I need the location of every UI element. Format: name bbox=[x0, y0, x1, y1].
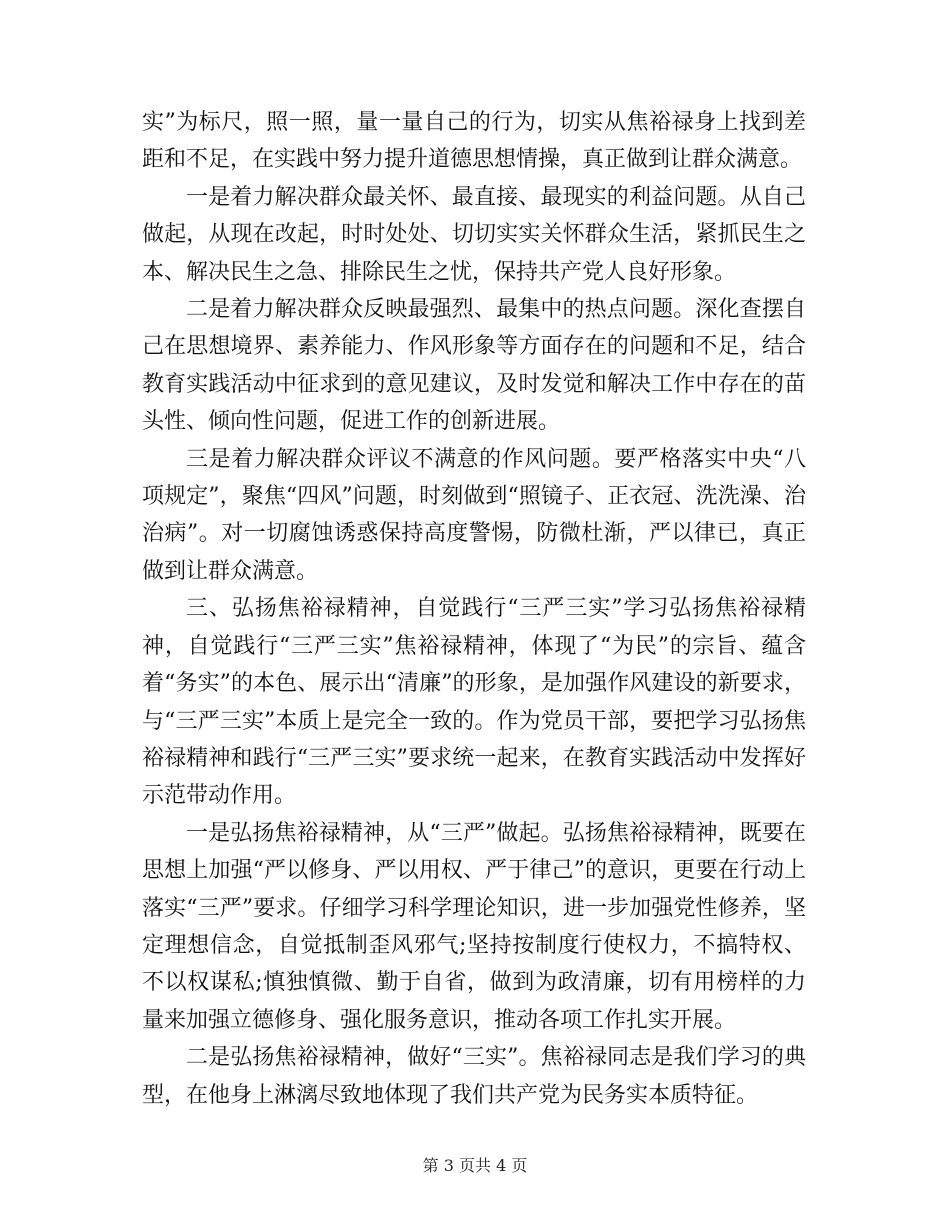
paragraph: 二是着力解决群众反映最强烈、最集中的热点问题。深化查摆自己在思想境界、素养能力、作风形象等方面存在的问题和不足，结合教育实践活动中征求到的意见建议，及时发觉和解决工作中存在的苗头性、倾向性问题，促进工作的创新进展。 bbox=[142, 297, 806, 435]
paragraph: 三是着力解决群众评议不满意的作风问题。要严格落实中央“八项规定”，聚焦“四风”问题，时刻做到“照镜子、正衣冠、洗洗澡、治治病”。对一切腐蚀诱惑保持高度警惕，防微杜渐，严以律已，真正做到让群众满意。 bbox=[142, 446, 806, 584]
section-heading-paragraph: 三、弘扬焦裕禄精神，自觉践行“三严三实”学习弘扬焦裕禄精神，自觉践行“三严三实”焦裕禄精神，体现了“为民”的宗旨、蕴含着“务实”的本色、展示出“清廉”的形象，是加强作风建设的新要求，与“三严三实”本质上是完全一致的。作为党员干部，要把学习弘扬焦裕禄精神和践行“三严三实”要求统一起来，在教育实践活动中发挥好示范带动作用。 bbox=[142, 596, 806, 809]
document-body bbox=[142, 104, 806, 1114]
paragraph-continuation: 实”为标尺，照一照，量一量自己的行为，切实从焦裕禄身上找到差距和不足，在实践中努力提升道德思想情操，真正做到让群众满意。 bbox=[142, 110, 806, 173]
paragraph: 一是着力解决群众最关怀、最直接、最现实的利益问题。从自己做起，从现在改起，时时处处、切切实实关怀群众生活，紧抓民生之本、解决民生之急、排除民生之忧，保持共产党人良好形象。 bbox=[142, 184, 806, 285]
page-number-footer: 第 3 页共 4 页 bbox=[422, 1156, 528, 1175]
paragraph: 二是弘扬焦裕禄精神，做好“三实”。焦裕禄同志是我们学习的典型，在他身上淋漓尽致地体现了我们共产党为民务实本质特征。 bbox=[142, 1045, 806, 1108]
paragraph: 一是弘扬焦裕禄精神，从“三严”做起。弘扬焦裕禄精神，既要在思想上加强“严以修身、严以用权、严于律己”的意识，更要在行动上落实“三严”要求。仔细学习科学理论知识，进一步加强党性修养，坚定理想信念，自觉抵制歪风邪气;坚持按制度行使权力，不搞特权、不以权谋私;慎独慎微、勤于自省，做到为政清廉，切有用榜样的力量来加强立德修身、强化服务意识，推动各项工作扎实开展。 bbox=[142, 820, 806, 1033]
